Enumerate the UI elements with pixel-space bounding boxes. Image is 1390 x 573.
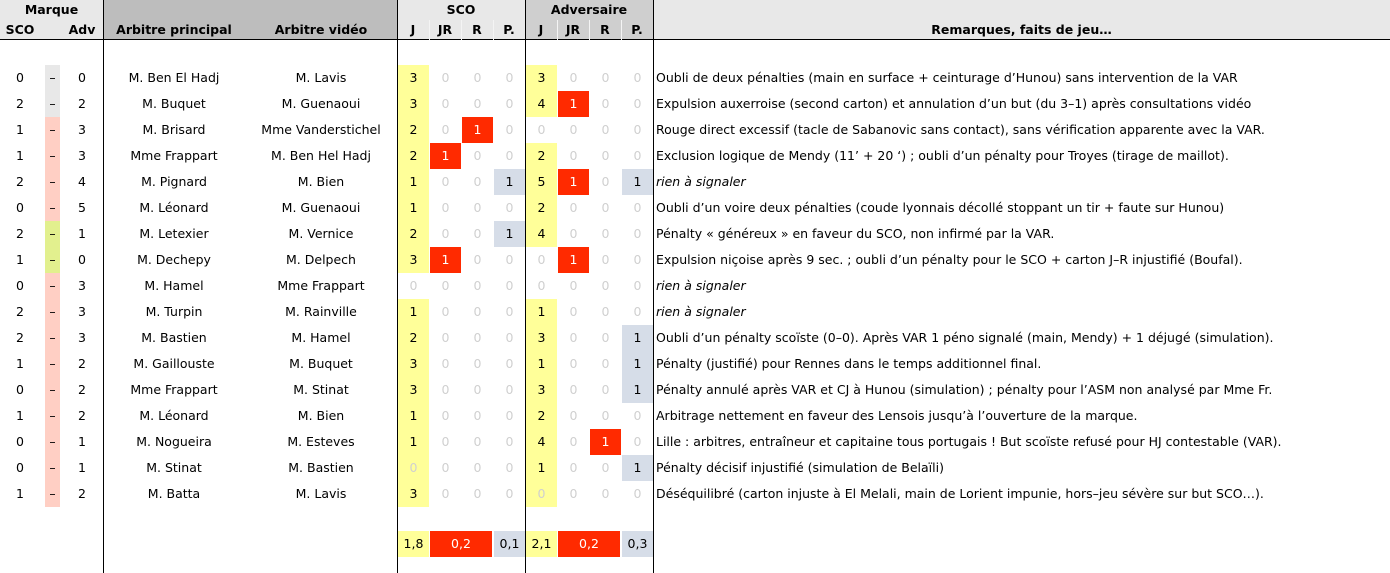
adv-p-cell: 1 xyxy=(622,351,653,377)
adv-j-cell: 0 xyxy=(537,252,546,267)
sco-jr-cell: 0 xyxy=(441,382,450,397)
remark: Expulsion niçoise après 9 sec. ; oubli d’un pénalty pour le SCO + carton J–R injustifié (Boufal). xyxy=(656,252,1243,267)
arbitre-principal: M. Stinat xyxy=(146,460,202,475)
header-card-col: R xyxy=(589,20,622,40)
header-card-col: R xyxy=(461,20,494,40)
adv-jr-cell: 0 xyxy=(569,278,578,293)
sco-r-cell: 0 xyxy=(473,382,482,397)
arbitre-principal: M. Léonard xyxy=(139,408,209,423)
adv-score: 3 xyxy=(78,330,86,345)
remark: Oubli de deux pénalties (main en surface + ceinturage d’Hunou) sans intervention de la VAR xyxy=(656,70,1238,85)
table-row xyxy=(0,247,1390,273)
sco-jr-cell: 0 xyxy=(441,304,450,319)
arbitre-video: M. Lavis xyxy=(295,70,347,85)
sco-jr-cell: 0 xyxy=(441,70,450,85)
table-row xyxy=(0,481,1390,507)
sco-p-cell: 0 xyxy=(505,356,514,371)
adv-p-cell: 1 xyxy=(622,455,653,481)
adv-r-cell: 0 xyxy=(601,122,610,137)
sco-p-cell: 0 xyxy=(505,304,514,319)
adv-score: 3 xyxy=(78,148,86,163)
score-dash: – xyxy=(45,169,60,195)
adv-score: 0 xyxy=(78,252,86,267)
adv-jr-cell: 0 xyxy=(569,122,578,137)
sco-r-cell: 0 xyxy=(473,330,482,345)
header-arbitre-principal: Arbitre principal xyxy=(116,22,232,37)
sco-jr-cell: 0 xyxy=(441,226,450,241)
header-sco-group-label: SCO xyxy=(446,2,476,17)
adv-jr-cell: 0 xyxy=(569,226,578,241)
sco-jr-cell: 0 xyxy=(441,278,450,293)
score-dash: – xyxy=(45,247,60,273)
adv-p-cell: 1 xyxy=(622,377,653,403)
sco-score: 2 xyxy=(16,304,24,319)
adv-jr-cell: 0 xyxy=(569,486,578,501)
adv-r-cell: 0 xyxy=(601,460,610,475)
adv-r-cell: 0 xyxy=(601,330,610,345)
remark: rien à signaler xyxy=(656,304,746,319)
table-row xyxy=(0,195,1390,221)
arbitre-video: M. Bien xyxy=(297,408,345,423)
adv-r-cell: 0 xyxy=(601,200,610,215)
adv-r-cell: 0 xyxy=(601,486,610,501)
adv-jr-cell: 0 xyxy=(569,460,578,475)
adv-score: 3 xyxy=(78,122,86,137)
divider xyxy=(525,0,526,573)
adv-j-cell: 1 xyxy=(526,455,557,481)
adv-score: 0 xyxy=(78,70,86,85)
sco-p-cell: 0 xyxy=(505,200,514,215)
sco-j-cell: 2 xyxy=(398,117,429,143)
arbitre-video: M. Stinat xyxy=(293,382,349,397)
sco-jr-cell: 0 xyxy=(441,356,450,371)
adv-r-cell: 0 xyxy=(601,174,610,189)
adv-jr-cell: 1 xyxy=(558,247,589,273)
table-row xyxy=(0,91,1390,117)
arbitre-video: M. Buquet xyxy=(289,356,353,371)
arbitre-video: M. Hamel xyxy=(291,330,351,345)
arbitre-video: M. Ben Hel Hadj xyxy=(271,148,371,163)
sco-j-cell: 3 xyxy=(398,247,429,273)
adv-p-cell: 0 xyxy=(633,226,642,241)
adv-p-cell: 0 xyxy=(633,122,642,137)
header-remarques-label: Remarques, faits de jeu… xyxy=(931,22,1112,37)
adv-score: 5 xyxy=(78,200,86,215)
adv-score: 4 xyxy=(78,174,86,189)
score-dash: – xyxy=(45,273,60,299)
adv-p-cell: 0 xyxy=(633,70,642,85)
table-row xyxy=(0,299,1390,325)
sco-j-cell: 1 xyxy=(398,169,429,195)
adv-r-cell: 0 xyxy=(601,96,610,111)
adv-p-cell: 0 xyxy=(633,304,642,319)
adv-r-cell: 0 xyxy=(601,278,610,293)
arbitre-principal: M. Dechepy xyxy=(137,252,211,267)
adv-p-cell: 0 xyxy=(633,486,642,501)
adv-j-cell: 1 xyxy=(526,299,557,325)
table-row xyxy=(0,117,1390,143)
score-dash: – xyxy=(45,299,60,325)
divider xyxy=(653,0,654,573)
sco-r-cell: 0 xyxy=(473,96,482,111)
remark: Arbitrage nettement en faveur des Lensois jusqu’à l’ouverture de la marque. xyxy=(656,408,1138,423)
adv-j-cell: 0 xyxy=(537,122,546,137)
sco-p-cell: 0 xyxy=(505,70,514,85)
divider xyxy=(103,0,104,573)
sco-jr-cell: 0 xyxy=(441,96,450,111)
adv-r-cell: 0 xyxy=(601,148,610,163)
sco-r-cell: 0 xyxy=(473,174,482,189)
adv-jr-cell: 0 xyxy=(569,356,578,371)
arbitre-video: M. Lavis xyxy=(295,486,347,501)
adv-score: 2 xyxy=(78,408,86,423)
header-card-col: JR xyxy=(429,20,462,40)
adv-score: 2 xyxy=(78,382,86,397)
sco-p-cell: 0 xyxy=(505,252,514,267)
sco-r-cell: 0 xyxy=(473,408,482,423)
adv-j-cell: 3 xyxy=(526,325,557,351)
score-dash: – xyxy=(45,403,60,429)
adv-jr-cell: 0 xyxy=(569,304,578,319)
sco-p-cell: 1 xyxy=(494,169,525,195)
header-sco-score: SCO xyxy=(5,22,35,37)
arbitre-video: M. Bien xyxy=(297,174,345,189)
arbitre-video: Mme Frappart xyxy=(277,278,365,293)
header-card-col: J xyxy=(397,20,430,40)
sco-j-cell: 1 xyxy=(398,299,429,325)
remark: Oubli d’un voire deux pénalties (coude lyonnais décollé stoppant un tir + faute sur Hunou) xyxy=(656,200,1225,215)
sco-j-cell: 1 xyxy=(398,429,429,455)
score-dash: – xyxy=(45,221,60,247)
sco-score: 0 xyxy=(16,382,24,397)
sco-score: 1 xyxy=(16,148,24,163)
score-dash: – xyxy=(45,377,60,403)
adv-r-cell: 0 xyxy=(601,304,610,319)
sco-jr-cell: 1 xyxy=(430,143,461,169)
arbitre-principal: Mme Frappart xyxy=(130,148,218,163)
sco-r-cell: 0 xyxy=(473,252,482,267)
sco-p-cell: 0 xyxy=(505,382,514,397)
sco-j-cell: 3 xyxy=(398,91,429,117)
arbitre-principal: Mme Frappart xyxy=(130,382,218,397)
sco-score: 0 xyxy=(16,434,24,449)
arbitre-principal: M. Hamel xyxy=(144,278,204,293)
sco-r-cell: 1 xyxy=(462,117,493,143)
adv-j-cell: 1 xyxy=(526,351,557,377)
adv-jr-cell: 0 xyxy=(569,434,578,449)
table-row xyxy=(0,403,1390,429)
arbitre-principal: M. Turpin xyxy=(145,304,203,319)
adv-score: 2 xyxy=(78,96,86,111)
adv-j-cell: 3 xyxy=(526,377,557,403)
sco-r-cell: 0 xyxy=(473,226,482,241)
table-row xyxy=(0,455,1390,481)
remark: Pénalty « généreux » en faveur du SCO, non infirmé par la VAR. xyxy=(656,226,1055,241)
adv-p-cell: 0 xyxy=(633,278,642,293)
sco-j-cell: 0 xyxy=(409,278,418,293)
sco-r-cell: 0 xyxy=(473,460,482,475)
arbitre-video: M. Rainville xyxy=(285,304,357,319)
sco-score: 0 xyxy=(16,278,24,293)
adv-r-cell: 0 xyxy=(601,226,610,241)
sco-p-cell: 0 xyxy=(505,122,514,137)
sco-r-cell: 0 xyxy=(473,148,482,163)
adv-j-cell: 2 xyxy=(526,195,557,221)
total-adv-jr-r: 0,2 xyxy=(558,531,620,557)
arbitre-principal: M. Brisard xyxy=(142,122,206,137)
remark: Expulsion auxerroise (second carton) et annulation d’un but (du 3–1) après consultations vidéo xyxy=(656,96,1252,111)
sco-r-cell: 0 xyxy=(473,356,482,371)
sco-jr-cell: 0 xyxy=(441,122,450,137)
sco-p-cell: 0 xyxy=(505,434,514,449)
adv-score: 3 xyxy=(78,278,86,293)
adv-p-cell: 0 xyxy=(633,408,642,423)
sco-p-cell: 0 xyxy=(505,460,514,475)
adv-j-cell: 2 xyxy=(526,403,557,429)
arbitre-principal: M. Ben El Hadj xyxy=(128,70,220,85)
score-dash: – xyxy=(45,481,60,507)
score-dash: – xyxy=(45,117,60,143)
remark: Exclusion logique de Mendy (11’ + 20 ‘) ; oubli d’un pénalty pour Troyes (tirage de maillot). xyxy=(656,148,1229,163)
score-dash: – xyxy=(45,65,60,91)
sco-j-cell: 3 xyxy=(398,481,429,507)
sco-p-cell: 0 xyxy=(505,408,514,423)
arbitre-video: M. Guenaoui xyxy=(281,96,361,111)
table-row xyxy=(0,429,1390,455)
sco-r-cell: 0 xyxy=(473,304,482,319)
adv-jr-cell: 0 xyxy=(569,382,578,397)
score-dash: – xyxy=(45,325,60,351)
score-dash: – xyxy=(45,143,60,169)
adv-score: 2 xyxy=(78,356,86,371)
adv-p-cell: 0 xyxy=(633,200,642,215)
remark: Pénalty (justifié) pour Rennes dans le temps additionnel final. xyxy=(656,356,1042,371)
arbitre-principal: M. Letexier xyxy=(139,226,209,241)
remark: Pénalty annulé après VAR et CJ à Hunou (simulation) ; pénalty pour l’ASM non analysé par Mme Fr. xyxy=(656,382,1273,397)
sco-jr-cell: 0 xyxy=(441,200,450,215)
total-adv-j: 2,1 xyxy=(526,531,557,557)
header-card-col: J xyxy=(525,20,558,40)
adv-jr-cell: 1 xyxy=(558,169,589,195)
adv-score: 1 xyxy=(78,460,86,475)
sco-j-cell: 3 xyxy=(398,65,429,91)
sco-r-cell: 0 xyxy=(473,200,482,215)
sco-j-cell: 2 xyxy=(398,143,429,169)
table-row xyxy=(0,221,1390,247)
score-dash: – xyxy=(45,429,60,455)
arbitre-principal: M. Buquet xyxy=(142,96,206,111)
adv-score: 3 xyxy=(78,304,86,319)
sco-j-cell: 3 xyxy=(398,351,429,377)
arbitre-principal: M. Bastien xyxy=(141,330,207,345)
sco-score: 1 xyxy=(16,252,24,267)
arbitre-principal: M. Batta xyxy=(147,486,201,501)
table-row xyxy=(0,65,1390,91)
remark: Oubli d’un pénalty scoïste (0–0). Après VAR 1 péno signalé (main, Mendy) + 1 déjugé (simulation). xyxy=(656,330,1274,345)
sco-jr-cell: 0 xyxy=(441,486,450,501)
arbitre-video: M. Vernice xyxy=(288,226,354,241)
adv-p-cell: 1 xyxy=(622,169,653,195)
sco-jr-cell: 0 xyxy=(441,434,450,449)
arbitre-video: Mme Vanderstichel xyxy=(261,122,381,137)
arbitre-video: M. Guenaoui xyxy=(281,200,361,215)
arbitre-principal: M. Gaillouste xyxy=(133,356,215,371)
remark: Lille : arbitres, entraîneur et capitaine tous portugais ! But scoïste refusé pour HJ contestable (VAR). xyxy=(656,434,1282,449)
sco-j-cell: 3 xyxy=(398,377,429,403)
adv-jr-cell: 0 xyxy=(569,148,578,163)
sco-p-cell: 0 xyxy=(505,486,514,501)
sco-r-cell: 0 xyxy=(473,486,482,501)
remark: Déséquilibré (carton injuste à El Melali, main de Lorient impunie, hors–jeu sévère sur but SCO…). xyxy=(656,486,1264,501)
sco-score: 2 xyxy=(16,96,24,111)
sco-jr-cell: 0 xyxy=(441,408,450,423)
adv-jr-cell: 1 xyxy=(558,91,589,117)
adv-j-cell: 4 xyxy=(526,221,557,247)
adv-j-cell: 3 xyxy=(526,65,557,91)
totals-row xyxy=(0,531,1390,557)
sco-p-cell: 0 xyxy=(505,148,514,163)
adv-r-cell: 1 xyxy=(590,429,621,455)
adv-score: 2 xyxy=(78,486,86,501)
sco-score: 1 xyxy=(16,408,24,423)
sco-score: 0 xyxy=(16,460,24,475)
sco-j-cell: 1 xyxy=(398,403,429,429)
adv-p-cell: 0 xyxy=(633,434,642,449)
adv-r-cell: 0 xyxy=(601,70,610,85)
table-row xyxy=(0,377,1390,403)
sco-j-cell: 2 xyxy=(398,221,429,247)
sco-jr-cell: 0 xyxy=(441,174,450,189)
sco-jr-cell: 0 xyxy=(441,330,450,345)
adv-jr-cell: 0 xyxy=(569,200,578,215)
sco-score: 0 xyxy=(16,200,24,215)
remark: Pénalty décisif injustifié (simulation de Belaïli) xyxy=(656,460,944,475)
sco-j-cell: 1 xyxy=(398,195,429,221)
sco-r-cell: 0 xyxy=(473,278,482,293)
table-row xyxy=(0,325,1390,351)
sco-score: 2 xyxy=(16,226,24,241)
remark: rien à signaler xyxy=(656,174,746,189)
arbitre-principal: M. Léonard xyxy=(139,200,209,215)
sco-jr-cell: 0 xyxy=(441,460,450,475)
sco-score: 2 xyxy=(16,174,24,189)
adv-jr-cell: 0 xyxy=(569,408,578,423)
sco-score: 0 xyxy=(16,70,24,85)
sco-score: 2 xyxy=(16,330,24,345)
arbitre-video: M. Delpech xyxy=(286,252,356,267)
remark: Rouge direct excessif (tacle de Sabanovic sans contact), sans vérification apparente avec la VAR. xyxy=(656,122,1265,137)
score-dash: – xyxy=(45,195,60,221)
sco-p-cell: 1 xyxy=(494,221,525,247)
sco-j-cell: 2 xyxy=(398,325,429,351)
sco-score: 1 xyxy=(16,356,24,371)
adv-jr-cell: 0 xyxy=(569,70,578,85)
adv-r-cell: 0 xyxy=(601,252,610,267)
table-row xyxy=(0,351,1390,377)
score-dash: – xyxy=(45,351,60,377)
adv-j-cell: 5 xyxy=(526,169,557,195)
adv-score: 1 xyxy=(78,226,86,241)
adv-j-cell: 4 xyxy=(526,91,557,117)
header-adv-group-label: Adversaire xyxy=(550,2,628,17)
total-adv-p: 0,3 xyxy=(622,531,653,557)
table-row xyxy=(0,143,1390,169)
adv-p-cell: 1 xyxy=(622,325,653,351)
adv-r-cell: 0 xyxy=(601,356,610,371)
adv-j-cell: 0 xyxy=(537,278,546,293)
adv-p-cell: 0 xyxy=(633,252,642,267)
score-dash: – xyxy=(45,91,60,117)
adv-r-cell: 0 xyxy=(601,382,610,397)
sco-score: 1 xyxy=(16,486,24,501)
adv-p-cell: 0 xyxy=(633,148,642,163)
sco-p-cell: 0 xyxy=(505,278,514,293)
divider xyxy=(397,0,398,573)
score-dash: – xyxy=(45,455,60,481)
sco-score: 1 xyxy=(16,122,24,137)
remark: rien à signaler xyxy=(656,278,746,293)
header-adv-score: Adv xyxy=(68,22,96,37)
header-card-col: P. xyxy=(503,22,515,37)
adv-score: 1 xyxy=(78,434,86,449)
table-row xyxy=(0,169,1390,195)
arbitre-video: M. Bastien xyxy=(288,460,354,475)
adv-p-cell: 0 xyxy=(633,96,642,111)
sco-jr-cell: 1 xyxy=(430,247,461,273)
adv-j-cell: 2 xyxy=(526,143,557,169)
sco-p-cell: 0 xyxy=(505,330,514,345)
total-sco-p: 0,1 xyxy=(494,531,525,557)
sco-p-cell: 0 xyxy=(505,96,514,111)
adv-r-cell: 0 xyxy=(601,408,610,423)
header-arbitre-video: Arbitre vidéo xyxy=(274,22,368,37)
header-card-col: JR xyxy=(557,20,590,40)
adv-jr-cell: 0 xyxy=(569,330,578,345)
header-card-col: P. xyxy=(631,22,643,37)
total-sco-jr-r: 0,2 xyxy=(430,531,492,557)
total-sco-j: 1,8 xyxy=(398,531,429,557)
adv-j-cell: 0 xyxy=(526,481,557,507)
table-row xyxy=(0,273,1390,299)
header-marque-label: Marque xyxy=(24,2,79,17)
adv-j-cell: 4 xyxy=(526,429,557,455)
arbitre-video: M. Esteves xyxy=(287,434,355,449)
arbitre-principal: M. Nogueira xyxy=(136,434,212,449)
sco-r-cell: 0 xyxy=(473,434,482,449)
sco-j-cell: 0 xyxy=(398,455,429,481)
arbitre-principal: M. Pignard xyxy=(141,174,207,189)
sco-r-cell: 0 xyxy=(473,70,482,85)
